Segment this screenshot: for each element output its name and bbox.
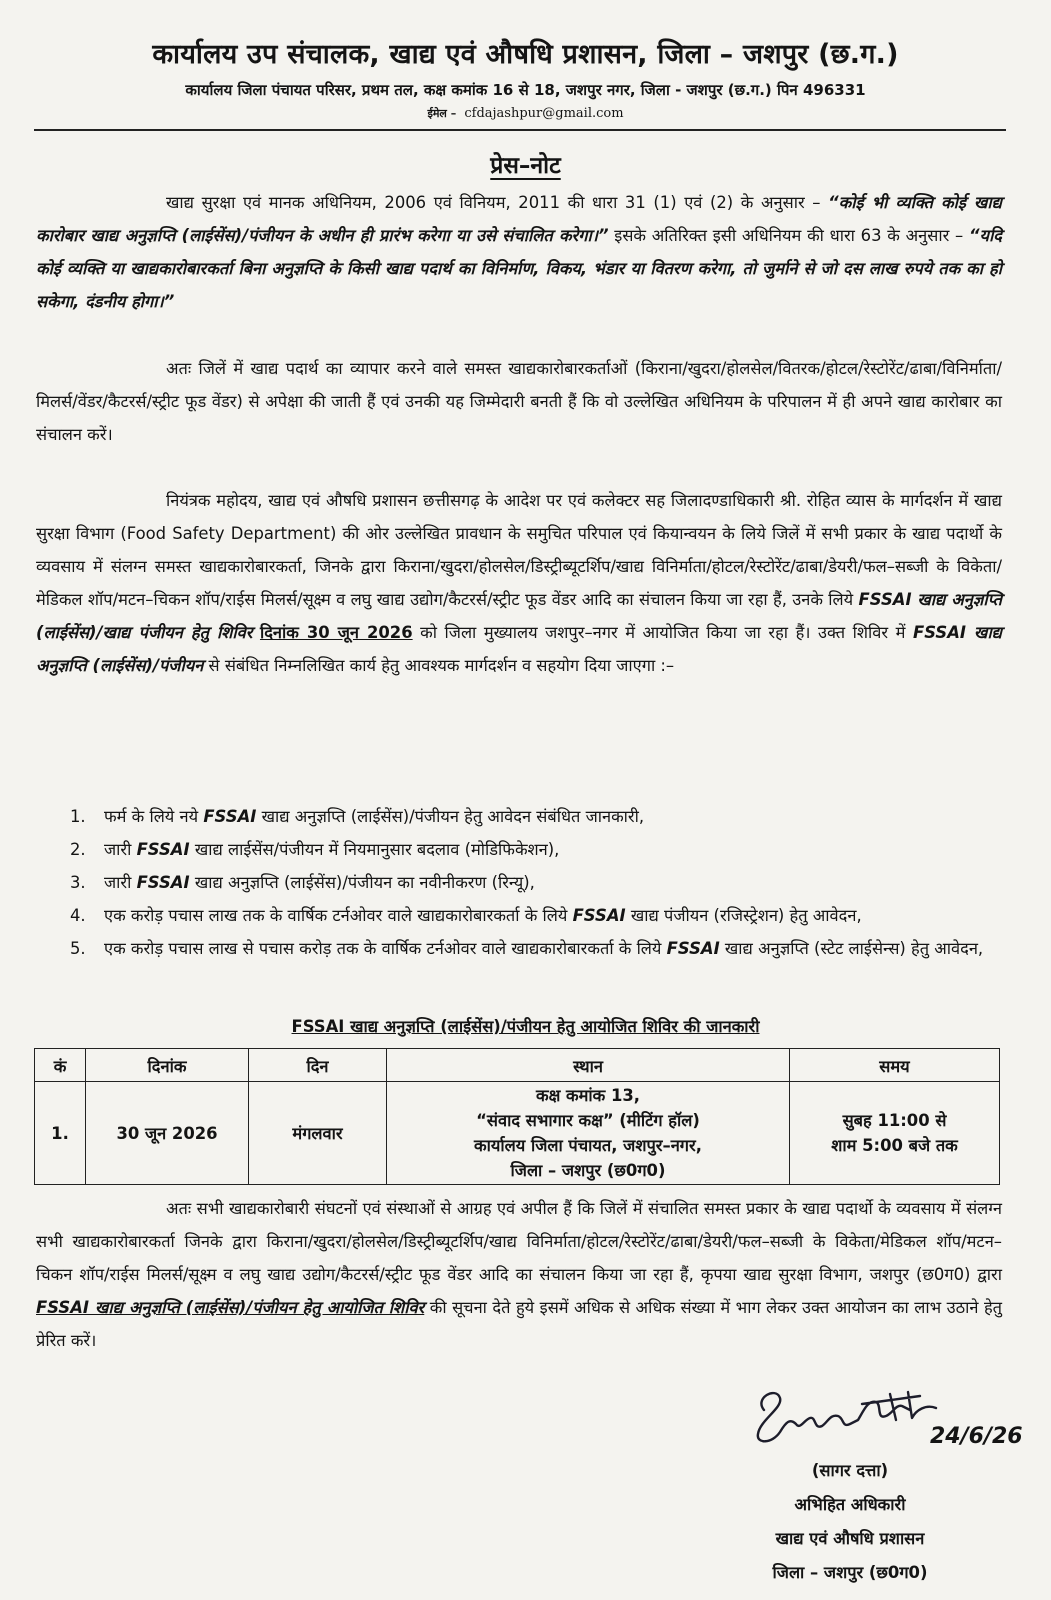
para1-quote-section63: “यदि कोई व्यक्ति या खाद्यकारोबारकर्ता बिना अनुज्ञप्ति के किसी खाद्य पदार्थ का विनिर्माण, विकय, भंडार या वितरण करेगा, तो जुर्माने से जो दस लाख रुपये तक का हो सकेगा, दंडनीय होगा।” [36, 226, 1003, 311]
place-line: कक्ष कमांक 13, [535, 1086, 640, 1105]
list-item-text: फर्म के लिये नये [104, 807, 199, 826]
officer-designation: अभिहित अधिकारी [794, 1495, 906, 1514]
para1-quote-section31: “कोई भी व्यक्ति कोई खाद्य कारोबार खाद्य अनुज्ञप्ति (लाईसेंस)/पंजीयन के अधीन ही प्रारंभ करेगा या उसे संचालित करेगा।” [36, 193, 1003, 245]
para3-camp-date: दिनांक 30 जून 2026 [259, 623, 413, 642]
list-item-number: 2. [70, 840, 86, 859]
list-item-text: खाद्य पंजीयन (रजिस्ट्रेशन) हेतु आवेदन, [630, 906, 862, 925]
col-header-place: स्थान [387, 1049, 790, 1082]
cell-sno: 1. [35, 1082, 86, 1185]
handwritten-signature [750, 1380, 950, 1452]
para1-text-b: इसके अतिरिक्त इसी अधिनियम की धारा 63 के अनुसार – [614, 226, 964, 245]
services-list [70, 800, 1002, 965]
paragraph-camp-announcement [36, 484, 1002, 682]
list-item-text: खाद्य अनुज्ञप्ति (स्टेट लाईसेन्स) हेतु आवेदन, [724, 939, 984, 958]
paragraph-appeal [36, 1192, 1002, 1357]
document-title [0, 148, 1051, 180]
table-caption [0, 1014, 1051, 1037]
para3-text-b: को जिला मुख्यालय जशपुर–नगर में आयोजित किया जा रहा हैं। उक्त शिविर में [420, 623, 906, 642]
officer-department: खाद्य एवं औषधि प्रशासन [775, 1529, 925, 1548]
document-title-text: प्रेस–नोट [490, 153, 561, 179]
cell-day: मंगलवार [249, 1082, 387, 1185]
para3-text-c: से संबंधित निम्नलिखित कार्य हेतु आवश्यक मार्गदर्शन व सहयोग दिया जाएगा :– [208, 656, 675, 675]
list-item-text: खाद्य लाईसेंस/पंजीयन में नियमानुसार बदलाव (मोडिफिकेशन), [194, 840, 560, 859]
email-address: cfdajashpur@gmail.com [464, 106, 624, 121]
paragraph-act-provisions [36, 186, 1002, 318]
col-header-sno: कं [35, 1049, 86, 1082]
table-caption-text: FSSAI खाद्य अनुज्ञप्ति (लाईसेंस)/पंजीयन हेतु आयोजित शिविर की जानकारी [291, 1017, 760, 1036]
list-item-fssai: FSSAI [572, 906, 626, 925]
list-item-number: 3. [70, 873, 86, 892]
list-item [70, 833, 1002, 866]
col-header-time: समय [790, 1049, 1000, 1082]
col-header-date: दिनांक [86, 1049, 249, 1082]
email-label: ईमेल – [427, 107, 457, 120]
cell-place [387, 1082, 790, 1185]
list-item [70, 932, 1002, 965]
list-item-fssai: FSSAI [666, 939, 720, 958]
para3-fssai-camp: FSSAI खाद्य अनुज्ञप्ति (लाईसेंस)/खाद्य पंजीयन हेतु शिविर [36, 590, 1002, 642]
list-item [70, 899, 1002, 932]
list-item-number: 5. [70, 939, 86, 958]
officer-district: जिला – जशपुर (छ0ग0) [772, 1563, 928, 1582]
camp-info-table [34, 1048, 1000, 1185]
list-item-fssai: FSSAI [203, 807, 257, 826]
col-header-day: दिन [249, 1049, 387, 1082]
list-item-number: 4. [70, 906, 86, 925]
para4-fssai-camp: FSSAI खाद्य अनुज्ञप्ति (लाईसेंस)/पंजीयन हेतु आयोजित शिविर [36, 1298, 425, 1317]
signature-block [680, 1380, 1023, 1600]
list-item-fssai: FSSAI [136, 873, 190, 892]
list-item-text: एक करोड़ पचास लाख तक के वार्षिक टर्नओवर वाले खाद्यकारोबारकर्ता के लिये [104, 906, 568, 925]
table-header-row [35, 1049, 1000, 1082]
cell-time [790, 1082, 1000, 1185]
list-item [70, 800, 1002, 833]
list-item-text: खाद्य अनुज्ञप्ति (लाईसेंस)/पंजीयन हेतु आवेदन संबंधित जानकारी, [261, 807, 645, 826]
officer-name: (सागर दत्ता) [811, 1461, 889, 1480]
place-line: कार्यालय जिला पंचायत, जशपुर–नगर, [474, 1136, 702, 1155]
para4-text-b: की सूचना देते हुये इसमें अधिक से अधिक संख्या में भाग लेकर उक्त आयोजन का लाभ उठाने हेतु प्रेरित करें। [36, 1298, 1002, 1350]
list-item-text: खाद्य अनुज्ञप्ति (लाईसेंस)/पंजीयन का नवीनीकरण (रिन्यू), [194, 873, 535, 892]
time-line: शाम 5:00 बजे तक [831, 1136, 958, 1155]
list-item-number: 1. [70, 807, 86, 826]
cell-date: 30 जून 2026 [86, 1082, 249, 1185]
place-line: “संवाद सभागार कक्ष” (मीटिंग हॉल) [476, 1111, 700, 1130]
header-divider [34, 129, 1006, 131]
list-item-text: जारी [104, 840, 132, 859]
office-email [0, 106, 1051, 121]
list-item [70, 866, 1002, 899]
para1-text-a: खाद्य सुरक्षा एवं मानक अधिनियम, 2006 एवं विनियम, 2011 की धारा 31 (1) एवं (2) के अनुसार – [166, 193, 821, 212]
table-row [35, 1082, 1000, 1185]
office-title: कार्यालय उप संचालक, खाद्य एवं औषधि प्रशासन, जिला – जशपुर (छ.ग.) [152, 39, 899, 70]
signature-date: 24/6/26 [930, 1424, 1023, 1449]
paragraph-expectation: अतः जिलें में खाद्य पदार्थ का व्यापार करने वाले समस्त खाद्यकारोबारकर्ताओं (किराना/खुदरा/होलसेल/वितरक/होटल/रेस्टोरेंट/ढाबा/विनिर्माता/मिलर्स/वेंडर/कैटरर्स/स्ट्रीट फूड वेंडर) से अपेक्षा की जाती हैं एवं उनकी यह जिम्मेदारी बनती हैं कि वो उल्लेखित अधिनियम के परिपालन में ही अपने खाद्य कारोबार का संचालन करें। [36, 359, 1002, 444]
list-item-text: एक करोड़ पचास लाख से पचास करोड़ तक के वार्षिक टर्नओवर वाले खाद्यकारोबारकर्ता के लिये [104, 939, 662, 958]
para3-text-a: नियंत्रक महोदय, खाद्य एवं औषधि प्रशासन छत्तीसगढ़ के आदेश पर एवं कलेक्टर सह जिलादण्डाधिकारी श्री. रोहित व्यास के मार्गदर्शन में खाद्य सुरक्षा विभाग (Food Safety Department) की ओर उल्लेखित प्रावधान के समुचित परिपाल एवं कियान्वयन के लिये जिलें में सभी प्रकार के खाद्य पदार्थो के व्यवसाय में संलग्न समस्त खाद्यकारोबारकर्ता, जिनके द्वारा किराना/खुदरा/होलसेल/डिस्ट्रीब्यूटर्शिप/खाद्य विनिर्माता/होटल/रेस्टोरेंट/ढाबा/डेयरी/फल–सब्जी के विकेता/मेडिकल शॉप/मटन–चिकन शॉप/राईस मिलर्स/सूक्ष्म व लघु खाद्य उद्योग/कैटरर्स/स्ट्रीट फूड वेंडर आदि का संचालन किया जा रहा हैं, उनके लिये [36, 491, 1002, 609]
time-line: सुबह 11:00 से [842, 1111, 947, 1130]
list-item-fssai: FSSAI [136, 840, 190, 859]
para3-fssai-registration: FSSAI खाद्य अनुज्ञप्ति (लाईसेंस)/पंजीयन [36, 623, 1003, 675]
para4-text-a: अतः सभी खाद्यकारोबारी संघटनों एवं संस्थाओं से आग्रह एवं अपील हैं कि जिलें में संचालित समस्त प्रकार के खाद्य पदार्थो के व्यवसाय में संलग्न सभी खाद्यकारोबारकर्ता जिनके द्वारा किराना/खुदरा/होलसेल/डिस्ट्रीब्यूटर्शिप/खाद्य विनिर्माता/होटल/रेस्टोरेंट/ढाबा/डेयरी/फल–सब्जी के विकेता/मेडिकल शॉप/मटन–चिकन शॉप/राईस मिलर्स/सूक्ष्म व लघु खाद्य उद्योग/कैटरर्स/स्ट्रीट फूड वेंडर आदि का संचालन किया जा रहा हैं, कृपया खाद्य सुरक्षा विभाग, जशपुर (छ0ग0) द्वारा [36, 1199, 1002, 1284]
list-item-text: जारी [104, 873, 132, 892]
place-line: जिला – जशपुर (छ0ग0) [510, 1161, 666, 1180]
office-address: कार्यालय जिला पंचायत परिसर, प्रथम तल, कक्ष कमांक 16 से 18, जशपुर नगर, जिला - जशपुर (छ.ग.) पिन 496331 [185, 81, 866, 99]
